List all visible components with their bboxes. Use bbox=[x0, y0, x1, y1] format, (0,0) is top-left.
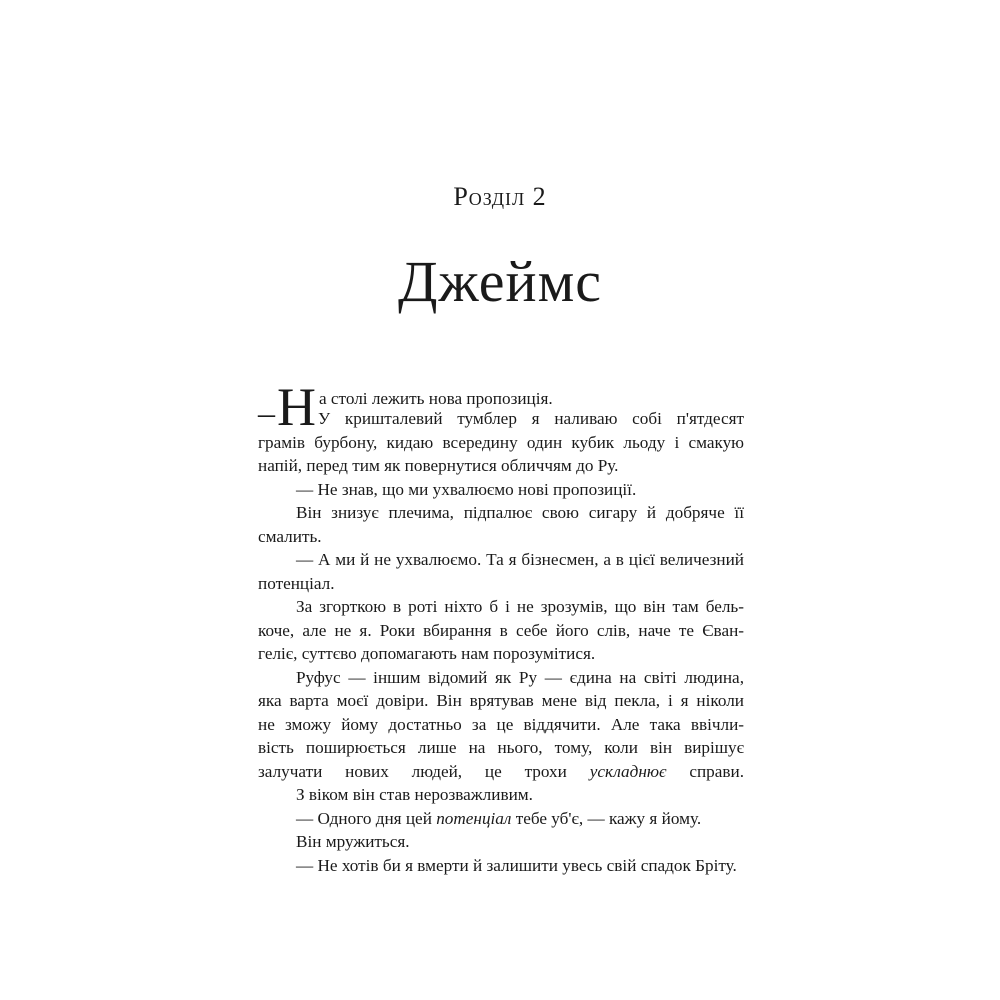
text-line: З віком він став нерозважливим. bbox=[296, 785, 533, 804]
text-line: смалить. bbox=[258, 526, 322, 546]
text-line: У кришталевий тумблер я наливаю собі п'ятдесят bbox=[318, 409, 744, 428]
text-line: — А ми й не ухвалюємо. Та я бізнесмен, а в цієї величезний bbox=[296, 550, 744, 569]
text-line: не зможу йому достатньо за це віддячити. Але така ввічли- bbox=[258, 714, 744, 734]
text-line bbox=[258, 807, 744, 831]
text-line: Він мружиться. bbox=[296, 832, 410, 851]
text-line: Він знизує плечима, підпалює свою сигару й добряче її bbox=[296, 503, 744, 522]
chapter-title: Джеймс bbox=[397, 249, 603, 314]
text-line: — Не знав, що ми ухвалюємо нові пропозиції. bbox=[296, 479, 637, 499]
text-line: коче, але не я. Роки вбирання в себе його слів, наче те Єван- bbox=[258, 620, 744, 640]
text-line: потенціал. bbox=[258, 573, 335, 593]
text-line bbox=[258, 760, 744, 784]
text-line: а столі лежить нова пропозиція. bbox=[319, 389, 553, 408]
dropcap-letter: Н bbox=[277, 377, 316, 437]
text-fragment: залучати нових людей, це трохи bbox=[258, 761, 590, 781]
text-fragment: справи. bbox=[666, 761, 744, 781]
text-fragment: — Одного дня цей bbox=[296, 808, 437, 828]
emphasis-text: ускладнює bbox=[589, 761, 667, 781]
text-fragment: тебе уб'є, — кажу я йому. bbox=[511, 808, 702, 828]
text-line: грамів бурбону, кидаю всередину один кубик льоду і смакую bbox=[258, 432, 744, 452]
text-line: геліє, суттєво допомагають нам порозумітися. bbox=[258, 644, 596, 663]
text-line: напій, перед тим як повернутися обличчям до Ру. bbox=[258, 456, 619, 475]
text-line: — Не хотів би я вмерти й залишити увесь свій спадок Бріту. bbox=[296, 855, 737, 875]
emphasis-text: потенціал bbox=[436, 808, 512, 828]
text-line: яка варта моєї довіри. Він врятував мене від пекла, і я ніколи bbox=[258, 691, 744, 710]
dropcap-dash: – bbox=[258, 395, 275, 432]
text-line: вість поширюється лише на нього, тому, коли він вирішує bbox=[258, 738, 744, 757]
text-line: Руфус — іншим відомий як Ру — єдина на світі людина, bbox=[296, 667, 744, 687]
text-line: За згорткою в роті ніхто б і не зрозумів, що він там бель- bbox=[296, 597, 744, 616]
chapter-number: Розділ 2 bbox=[453, 182, 547, 211]
chapter-body bbox=[258, 377, 744, 877]
